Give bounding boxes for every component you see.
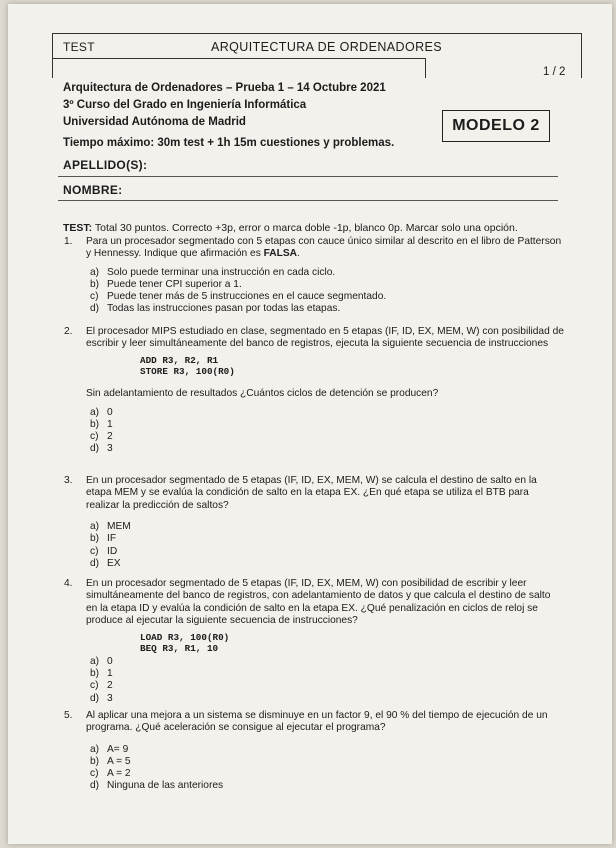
- question-1: [64, 236, 564, 316]
- question-stem: Para un procesador segmentado con 5 etapas con cauce único similar al descrito en el libro de Patterson y Hennessy. Indique que afirmación es FALSA.: [86, 236, 562, 260]
- option-a[interactable]: a) A= 9: [90, 743, 129, 755]
- question-5: [64, 710, 564, 793]
- option-c[interactable]: c) ID: [90, 545, 118, 557]
- option-a[interactable]: a) 0: [90, 656, 113, 668]
- option-d[interactable]: d) EX: [90, 557, 121, 569]
- question-4: [64, 578, 564, 705]
- options-list: [90, 521, 564, 570]
- question-number: 5.: [64, 710, 73, 721]
- code-line: BEQ R3, R1, 10: [140, 642, 219, 654]
- option-d[interactable]: d) Ninguna de las anteriores: [90, 780, 224, 792]
- option-b[interactable]: b) 1: [90, 668, 113, 680]
- code-block: [140, 632, 564, 654]
- model-badge: MODELO 2: [442, 110, 550, 142]
- header-divider: [53, 58, 425, 59]
- option-b[interactable]: b) IF: [90, 533, 117, 545]
- options-list: [90, 656, 564, 705]
- code-line: ADD R3, R2, R1: [140, 354, 219, 366]
- options-list: [90, 407, 564, 456]
- option-b[interactable]: b) A = 5: [90, 756, 131, 768]
- options-list: [90, 744, 564, 793]
- university-line: Universidad Autónoma de Madrid: [63, 116, 246, 128]
- option-a[interactable]: a) MEM: [90, 521, 131, 533]
- question-subprompt: Sin adelantamiento de resultados ¿Cuántos ciclos de detención se producen?: [86, 388, 439, 400]
- test-instructions-label: TEST:: [63, 222, 93, 234]
- option-b[interactable]: b) 1: [90, 418, 113, 430]
- option-c[interactable]: c) 2: [90, 431, 113, 443]
- time-limit: Tiempo máximo: 30m test + 1h 15m cuestiones y problemas.: [63, 137, 395, 149]
- header-page-number: 1 / 2: [543, 66, 566, 78]
- question-number: 1.: [64, 236, 73, 247]
- question-stem: En un procesador segmentado de 5 etapas (IF, ID, EX, MEM, W) se calcula el destino de salto en la etapa MEM y se evalúa la condición de salto en la etapa EX. ¿En qué etapa se utiliza el BTB para realizar la predicción de saltos?: [86, 475, 537, 511]
- option-c[interactable]: c) Puede tener más de 5 instrucciones en el cauce segmentado.: [90, 291, 387, 303]
- question-number: 4.: [64, 578, 73, 589]
- name-field-line: [58, 200, 558, 201]
- option-c[interactable]: c) A = 2: [90, 768, 131, 780]
- name-field-label: NOMBRE:: [63, 183, 123, 197]
- option-d[interactable]: d) 3: [90, 443, 113, 455]
- header-page-divider: [425, 58, 426, 78]
- question-stem: En un procesador segmentado de 5 etapas (IF, ID, EX, MEM, W) con posibilidad de escribir y leer simultáneamente del banco de registros, con adelantamiento de datos y que calcula el destino de salto en la etapa ID y evalúa la condición de salto en la etapa EX. ¿Qué penalización en ciclos de reloj se produce al ejecutar la siguiente secuencia de instrucciones?: [86, 578, 551, 627]
- option-b[interactable]: b) Puede tener CPI superior a 1.: [90, 279, 242, 291]
- question-number: 3.: [64, 475, 73, 486]
- test-instructions: [63, 222, 518, 234]
- surname-field-label: APELLIDO(S):: [63, 158, 148, 172]
- question-number: 2.: [64, 326, 73, 337]
- code-line: STORE R3, 100(R0): [140, 366, 235, 378]
- question-2: [64, 326, 564, 455]
- code-block: [140, 355, 564, 377]
- question-3: [64, 475, 564, 570]
- code-line: LOAD R3, 100(R0): [140, 631, 230, 643]
- header-course-title: ARQUITECTURA DE ORDENADORES: [211, 40, 442, 54]
- degree-line: 3º Curso del Grado en Ingeniería Informática: [63, 99, 307, 111]
- header-box: [52, 33, 582, 78]
- test-instructions-text: Total 30 puntos. Correcto +3p, error o marca doble -1p, blanco 0p. Marcar solo una opción.: [92, 222, 518, 234]
- option-a[interactable]: a) 0: [90, 406, 113, 418]
- option-d[interactable]: d) Todas las instrucciones pasan por todas las etapas.: [90, 303, 341, 315]
- surname-field-line: [58, 176, 558, 177]
- question-stem: El procesador MIPS estudiado en clase, segmentado en 5 etapas (IF, ID, EX, MEM, W) con posibilidad de escribir y leer simultáneamente del banco de registros, ejecuta la siguiente secuencia de instrucciones: [86, 326, 564, 350]
- option-a[interactable]: a) Solo puede terminar una instrucción en cada ciclo.: [90, 266, 336, 278]
- option-d[interactable]: d) 3: [90, 692, 113, 704]
- exam-title: Arquitectura de Ordenadores – Prueba 1 – 14 Octubre 2021: [63, 82, 386, 94]
- option-c[interactable]: c) 2: [90, 680, 113, 692]
- question-stem: Al aplicar una mejora a un sistema se disminuye en un factor 9, el 90 % del tiempo de ejecución de un programa. ¿Qué aceleración se consigue al ejecutar el programa?: [86, 710, 548, 734]
- header-test-label: TEST: [63, 40, 95, 54]
- options-list: [90, 267, 564, 316]
